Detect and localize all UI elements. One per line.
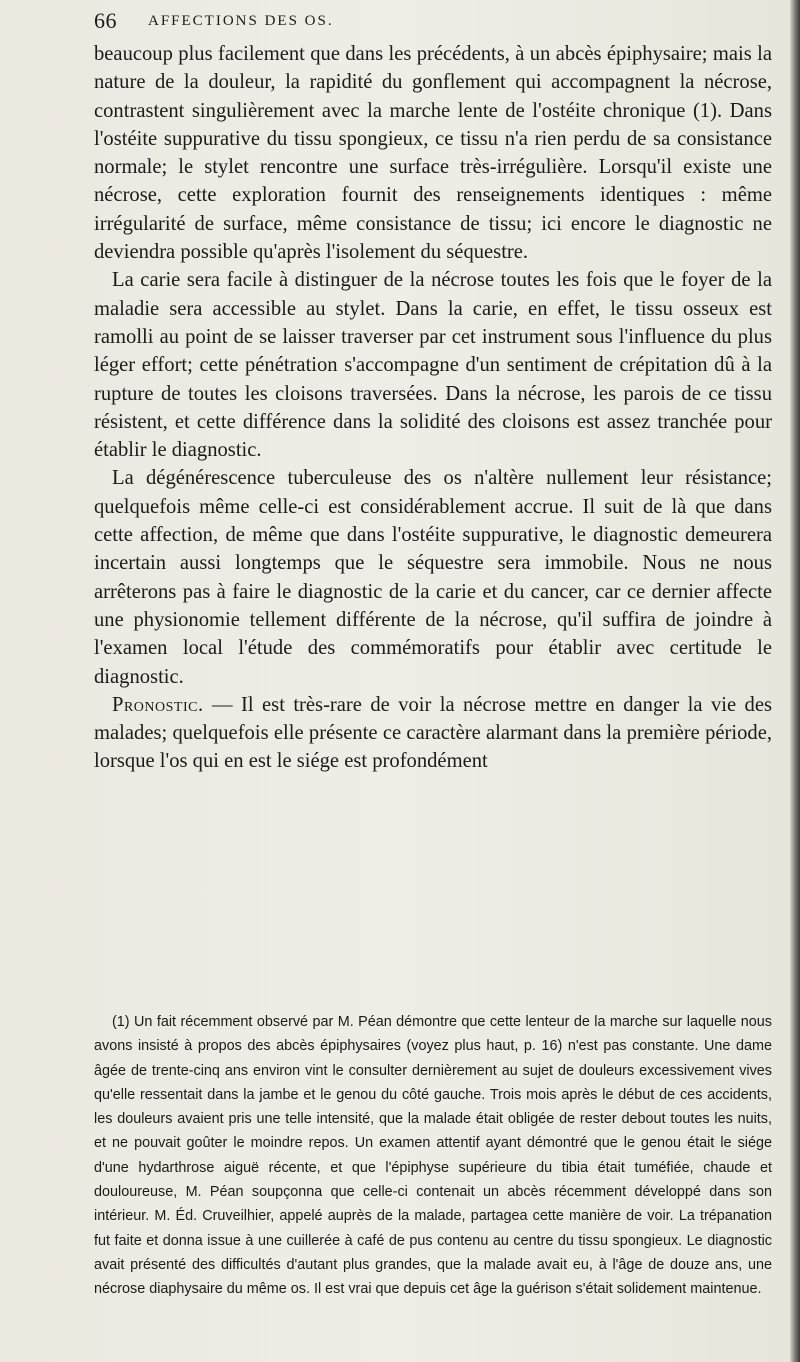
paragraph-tuberculose: La dégénérescence tuberculeuse des os n'altère nullement leur résistance; quelquefois même celle-ci est considérablement accrue. Il suit de là que dans cette affection, de même que dans l'ostéite suppurative, le diagnostic demeurera incertain aussi longtemps que le séquestre sera immobile. Nous ne nous arrêterons pas à faire le diagnostic de la carie et du cancer, car ce dernier affecte une physionomie tellement différente de la nécrose, qu'il suffira de joindre à l'examen local l'étude des commémoratifs pour établir avec certitude le diagnostic.: [94, 467, 772, 688]
paragraph-carie: La carie sera facile à distinguer de la nécrose toutes les fois que le foyer de la maladie sera accessible au stylet. Dans la carie, en effet, le tissu osseux est ramolli au point de se laisser traverser par cet instrument sous l'influence du plus léger effort; cette pénétration s'accompagne d'un sentiment de crépitation dû à la rupture de toutes les cloisons traversées. Dans la nécrose, les parois de ce tissu résistent, et cette différence dans la solidité des cloisons est assez tranchée pour établir le diagnostic.: [94, 269, 772, 462]
section-label-pronostic: Pronostic.: [112, 693, 204, 716]
paragraph-continued: beaucoup plus facilement que dans les précédents, à un abcès épiphysaire; mais la nature de la douleur, la rapidité du gonflement qui accompagnent la nécrose, contrastent singulièrement avec la marche lente de l'ostéite chronique (1). Dans l'ostéite suppurative du tissu spongieux, ce tissu n'a rien perdu de sa consistance normale; le stylet rencontre une surface très-irrégulière. Lorsqu'il existe une nécrose, cette exploration fournit des renseignements identiques : même irrégularité de surface, même consistance de tissu; ici encore le diagnostic ne deviendra possible qu'après l'isolement du séquestre.: [94, 43, 772, 264]
page-number: 66: [94, 8, 117, 33]
paragraph-pronostic: [94, 691, 772, 776]
page-binding-edge: [790, 0, 800, 1362]
pronostic-text: — Il est très-rare de voir la nécrose mettre en danger la vie des malades; quelquefois elle présente ce caractère alarmant dans la première période, lorsque l'os qui en est le siége est profondément: [94, 693, 772, 773]
footnote: (1) Un fait récemment observé par M. Péan démontre que cette lenteur de la marche sur laquelle nous avons insisté à propos des abcès épiphysaires (voyez plus haut, p. 16) n'est pas constante. Une dame âgée de trente-cinq ans environ vint le consulter dernièrement au sujet de douleurs excessivement vives qu'elle ressentait dans la jambe et le genou du côté gauche. Trois mois après le début de ces accidents, les douleurs avaient pris une telle intensité, que la malade était obligée de rester debout toutes les nuits, et ne pouvait goûter le moindre repos. Un examen attentif ayant démontré que le genou était le siége d'une hydarthrose aiguë récente, et que l'épiphyse supérieure du tibia était tuméfiée, chaude et douloureuse, M. Péan soupçonna que celle-ci contenait un abcès récemment développé dans son intérieur. M. Éd. Cruveilhier, appelé auprès de la malade, partagea cette manière de voir. La trépanation fut faite et donna issue à une cuillerée à café de pus contenu au centre du tissu spongieux. Le diagnostic avait présenté des difficultés d'autant plus grandes, que la malade avait eu, à l'âge de douze ans, une nécrose diaphysaire du même os. Il est vrai que depuis cet âge la guérison s'était solidement maintenue.: [94, 1014, 772, 1298]
running-title: AFFECTIONS DES OS.: [148, 13, 334, 29]
main-text: [94, 40, 772, 776]
page-header: [94, 8, 774, 38]
